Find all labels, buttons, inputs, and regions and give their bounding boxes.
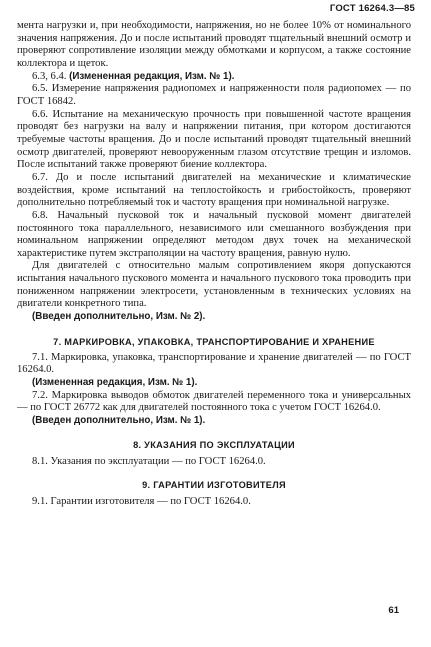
paragraph-7-1: 7.1. Маркировка, упаковка, транспортирование и хранение двигателей — по ГОСТ 16264.0. (17, 351, 411, 376)
amendment-note: (Введен дополнительно, Изм. № 1). (32, 415, 206, 427)
paragraph-6-8: 6.8. Начальный пусковой ток и начальный пусковой момент двигателей постоянного тока параллельного, независимого или смешанного возбуждения при номинальном напряжении определяют методом двух точек на механической характеристике путем экстраполяции на частоту вращения, равную нулю. (17, 209, 411, 259)
paragraph-9-1: 9.1. Гарантии изготовителя — по ГОСТ 16264.0. (32, 496, 251, 508)
amendment-note: (Измененная редакция, Изм. № 1). (32, 377, 198, 389)
section-heading-9: 9. ГАРАНТИИ ИЗГОТОВИТЕЛЯ (142, 480, 286, 491)
paragraph-6-5: 6.5. Измерение напряжения радиопомех и напряженности поля радиопомех — по ГОСТ 16842. (17, 83, 411, 107)
clause-number: 6.3, 6.4. (32, 70, 67, 82)
paragraph-6-8-cont: Для двигателей с относительно малым сопротивлением якоря допускаются испытания начального пускового момента и начального пускового тока проводить при пониженном напряжении электросети, установленным в технических условиях на двигатели конкретного типа. (17, 260, 411, 310)
paragraph-8-1: 8.1. Указания по эксплуатации — по ГОСТ 16264.0. (32, 455, 266, 467)
paragraph-6-7: 6.7. До и после испытаний двигателей на механические и климатические воздействия, кроме испытаний на теплостойкость и грибостойкость, проверяют дополнительно потребляемый ток и частоту вращения при номинальной нагрузке. (17, 171, 411, 209)
body-text (17, 20, 411, 509)
paragraph-6-3-6-4 (17, 71, 411, 84)
amendment-note: (Введен дополнительно, Изм. № 2). (32, 311, 206, 323)
paragraph-continuation: мента нагрузки и, при необходимости, напряжения, но не более 10% от номинального значения напряжения. До и после испытаний проводят тщательный внешний осмотр и проверяют сопротивление изоляции между обмотками и корпусом, а также состояние коллектора и щеток. (17, 20, 411, 69)
section-heading-7: 7. МАРКИРОВКА, УПАКОВКА, ТРАНСПОРТИРОВАНИЕ И ХРАНЕНИЕ (53, 336, 375, 347)
paragraph-7-2: 7.2. Маркировка выводов обмоток двигателей переменного тока и универсальных — по ГОСТ 26772 как для двигателей постоянного тока с учетом ГОСТ 16264.0. (17, 389, 411, 414)
running-header: ГОСТ 16264.3—85 (329, 3, 415, 14)
paragraph-6-6: 6.6. Испытание на механическую прочность при повышенной частоте вращения проводят без нагрузки на валу и напряжении питания, при котором достигаются требуемые частоты вращения. До и после испытаний проводят тщательный внешний осмотр двигателей, проверяют невооруженным глазом отсутствие трещин и изломов. После испытаний также проверяют биение коллектора. (17, 108, 411, 171)
section-heading-8: 8. УКАЗАНИЯ ПО ЭКСПЛУАТАЦИИ (133, 439, 295, 450)
page-number: 61 (388, 605, 399, 616)
amendment-note: (Измененная редакция, Изм. № 1). (69, 70, 235, 82)
